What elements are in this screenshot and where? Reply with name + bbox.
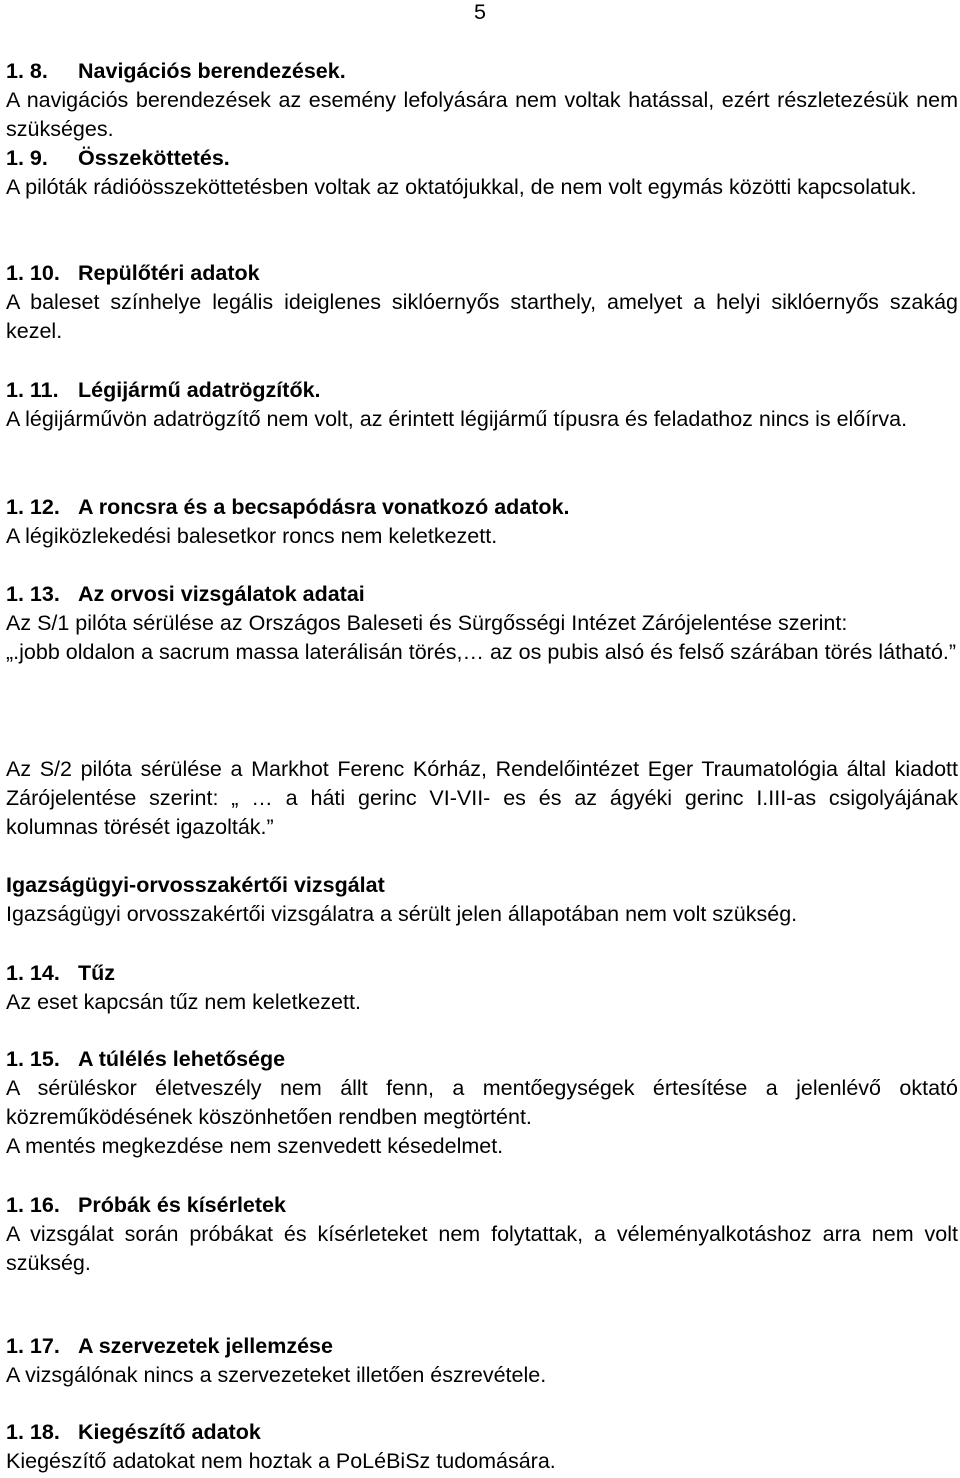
section-heading bbox=[6, 493, 958, 522]
section-title: Légijármű adatrögzítők. bbox=[78, 378, 321, 402]
section-number: 1. 17. bbox=[6, 1334, 60, 1358]
section-number: 1. 13. bbox=[6, 582, 60, 606]
section-body: A légiközlekedési balesetkor roncs nem keletkezett. bbox=[6, 524, 498, 548]
section-1-17 bbox=[6, 1332, 958, 1390]
section-number: 1. 18. bbox=[6, 1420, 60, 1444]
section-body: A baleset színhelye legális ideiglenes siklóernyős starthely, amelyet a helyi siklóernyős szakág kezel. bbox=[6, 290, 958, 343]
section-title: Navigációs berendezések. bbox=[78, 59, 346, 83]
section-number: 1. 12. bbox=[6, 495, 60, 519]
section-title: Repülőtéri adatok bbox=[78, 261, 260, 285]
section-1-10 bbox=[6, 259, 958, 346]
section-heading bbox=[6, 259, 958, 288]
section-number: 1. 8. bbox=[6, 59, 48, 83]
section-number: 1. 15. bbox=[6, 1047, 60, 1071]
section-title: A roncsra és a becsapódásra vonatkozó adatok. bbox=[78, 495, 570, 519]
section-heading bbox=[6, 144, 958, 173]
section-forensic bbox=[6, 871, 958, 929]
section-1-11 bbox=[6, 376, 958, 434]
section-heading bbox=[6, 376, 958, 405]
section-title: A szervezetek jellemzése bbox=[78, 1334, 333, 1358]
section-title: Tűz bbox=[78, 961, 116, 985]
section-number: 1. 14. bbox=[6, 961, 60, 985]
section-title: Igazságügyi-orvosszakértői vizsgálat bbox=[6, 873, 385, 897]
section-heading bbox=[6, 1332, 958, 1361]
section-body-2: A mentés megkezdése nem szenvedett késedelmet. bbox=[6, 1134, 504, 1158]
section-body: Az S/2 pilóta sérülése a Markhot Ferenc Kórház, Rendelőintézet Eger Traumatológia által kiadott Zárójelentése szerint: „ … a háti gerinc VI-VII- es és az ágyéki gerinc I.III-as csigolyájának kolumnas törését igazolták.” bbox=[6, 757, 958, 839]
section-1-9 bbox=[6, 144, 958, 202]
section-1-12 bbox=[6, 493, 958, 551]
section-body: Az eset kapcsán tűz nem keletkezett. bbox=[6, 990, 361, 1014]
section-1-16 bbox=[6, 1191, 958, 1278]
section-body: A vizsgálónak nincs a szervezeteket illetően észrevétele. bbox=[6, 1363, 547, 1387]
section-title: A túlélés lehetősége bbox=[78, 1047, 286, 1071]
page-number: 5 bbox=[474, 0, 486, 24]
section-heading bbox=[6, 580, 958, 609]
section-heading bbox=[6, 959, 958, 988]
section-heading bbox=[6, 1045, 958, 1074]
section-1-14 bbox=[6, 959, 958, 1017]
section-1-13-s2 bbox=[6, 755, 958, 842]
section-number: 1. 9. bbox=[6, 146, 48, 170]
section-title: Összeköttetés. bbox=[78, 146, 230, 170]
section-body: Igazságügyi orvosszakértői vizsgálatra a sérült jelen állapotában nem volt szükség. bbox=[6, 902, 798, 926]
section-title: Az orvosi vizsgálatok adatai bbox=[78, 582, 365, 606]
section-1-18 bbox=[6, 1418, 958, 1476]
medical-quote: „.jobb oldalon a sacrum massa laterálisán törés,… az os pubis alsó és felső szárában törés látható.” bbox=[6, 640, 957, 664]
section-heading bbox=[6, 1191, 958, 1220]
section-1-8 bbox=[6, 57, 958, 144]
section-body: A sérüléskor életveszély nem állt fenn, a mentőegységek értesítése a jelenlévő oktató közreműködésének köszönhetően rendben megtörtént. bbox=[6, 1076, 958, 1129]
section-body: A navigációs berendezések az esemény lefolyására nem voltak hatással, ezért részletezésük nem szükséges. bbox=[6, 88, 958, 141]
section-1-15 bbox=[6, 1045, 958, 1161]
section-heading bbox=[6, 1418, 958, 1447]
section-body: Az S/1 pilóta sérülése az Országos Baleseti és Sürgősségi Intézet Zárójelentése szerint: bbox=[6, 611, 848, 635]
section-number: 1. 16. bbox=[6, 1193, 60, 1217]
section-number: 1. 10. bbox=[6, 261, 60, 285]
section-body: A pilóták rádióösszeköttetésben voltak az oktatójukkal, de nem volt egymás közötti kapcsolatuk. bbox=[6, 175, 917, 199]
section-body: A légijárművön adatrögzítő nem volt, az érintett légijármű típusra és feladathoz nincs is előírva. bbox=[6, 407, 908, 431]
section-body: A vizsgálat során próbákat és kísérleteket nem folytattak, a véleményalkotáshoz arra nem volt szükség. bbox=[6, 1222, 958, 1275]
section-heading bbox=[6, 57, 958, 86]
section-1-13 bbox=[6, 580, 958, 667]
section-number: 1. 11. bbox=[6, 378, 59, 402]
section-body: Kiegészítő adatokat nem hoztak a PoLéBiSz tudomására. bbox=[6, 1449, 556, 1473]
section-title: Kiegészítő adatok bbox=[78, 1420, 261, 1444]
section-title: Próbák és kísérletek bbox=[78, 1193, 286, 1217]
